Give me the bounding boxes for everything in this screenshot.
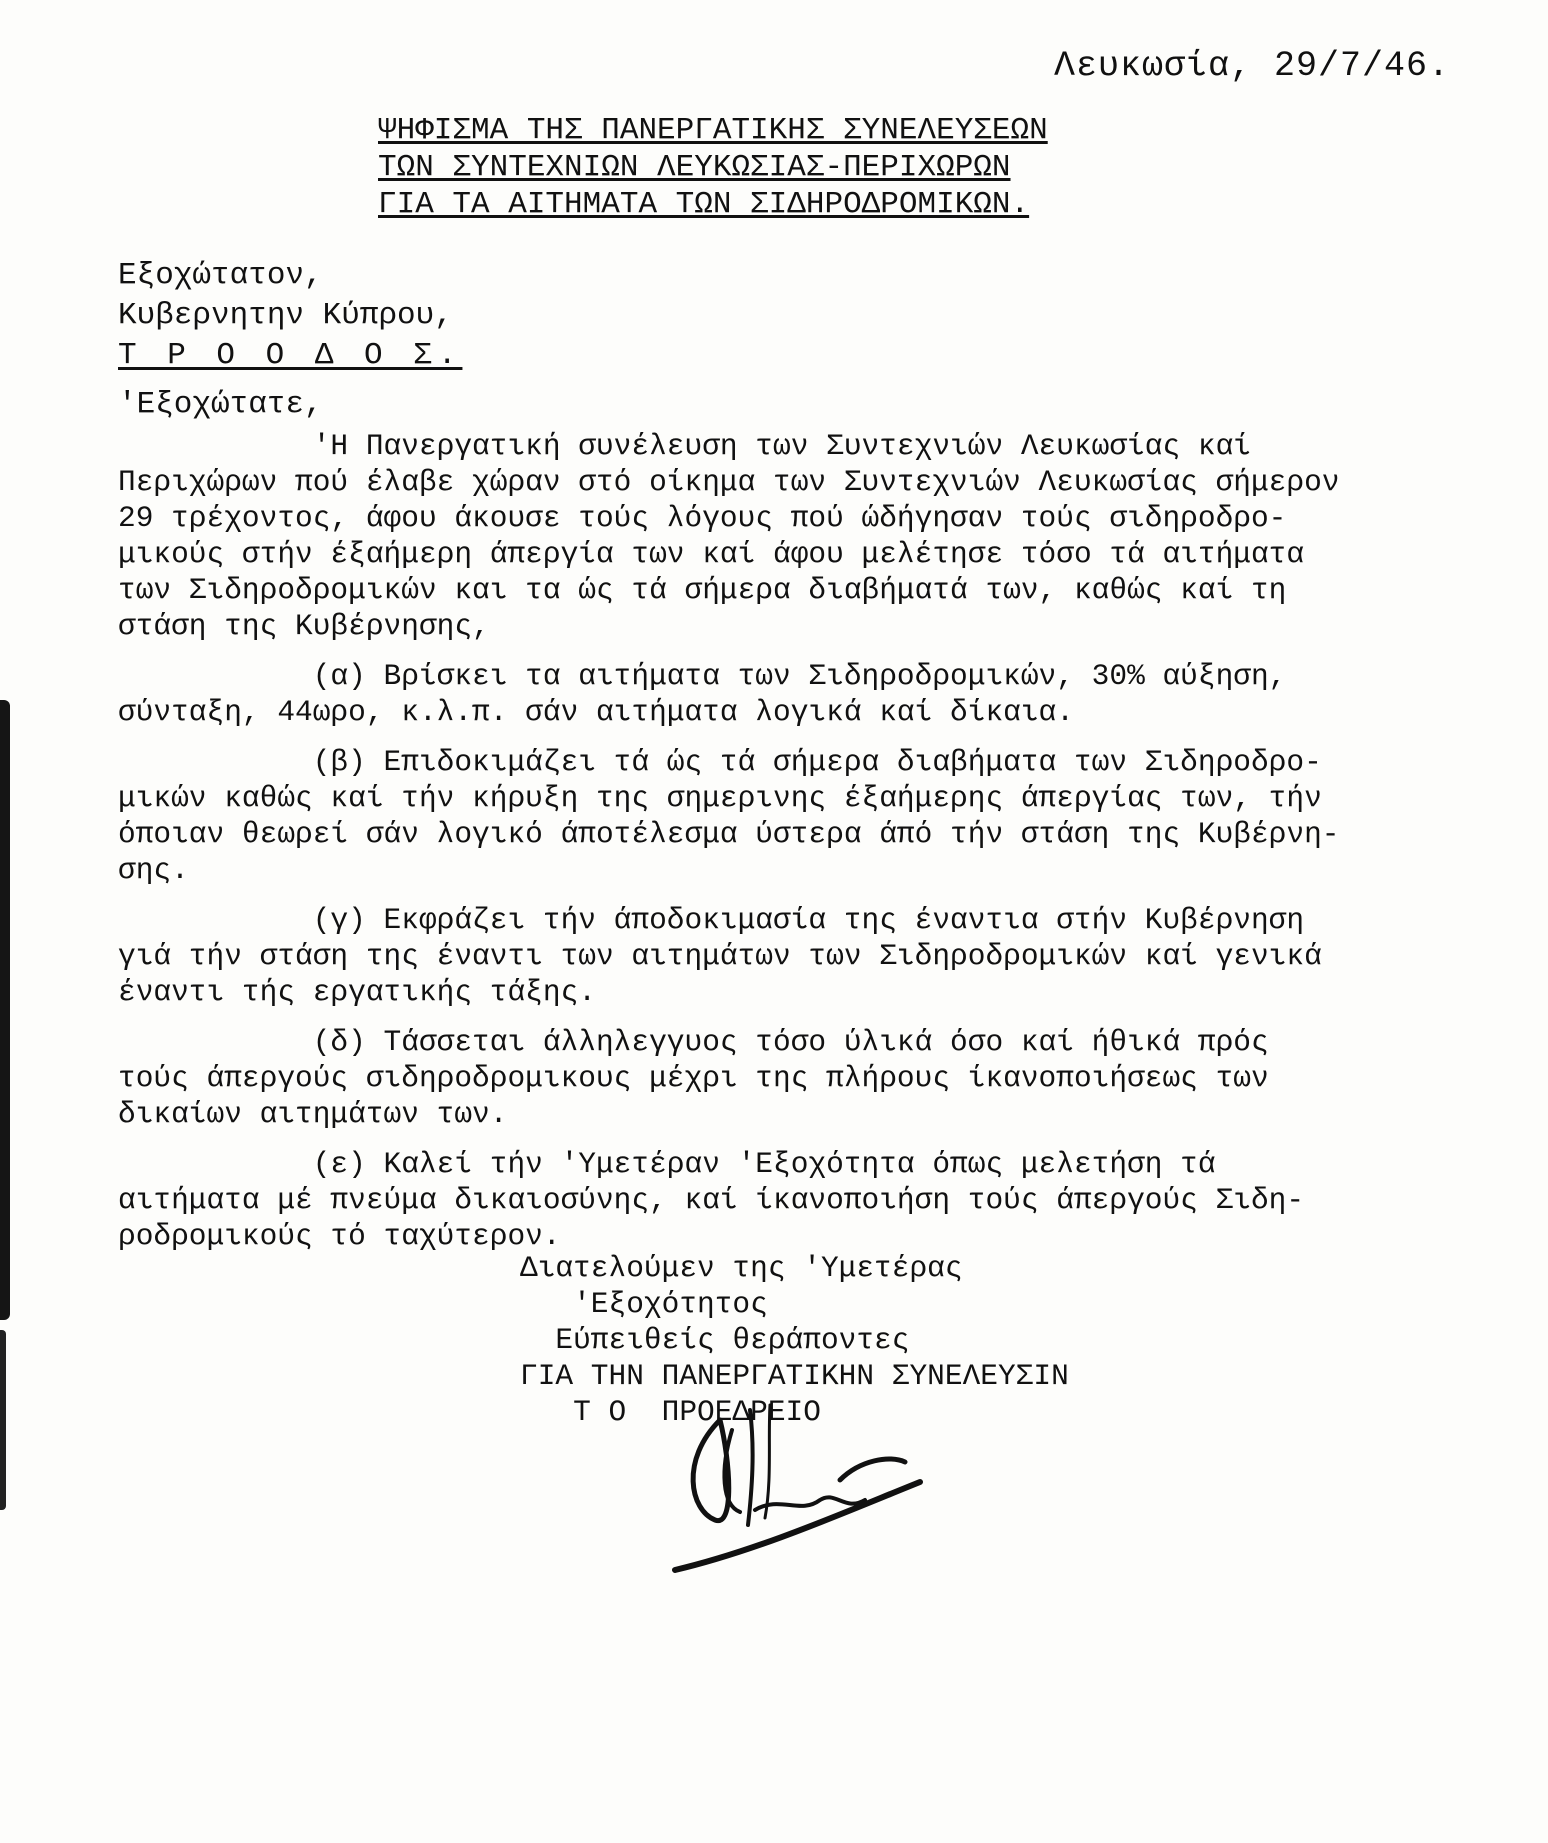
- body-line: μικών καθώς καί τήν κήρυξη της σημερινης έξαήμερης άπεργίας των, τήν: [118, 781, 1322, 815]
- point-c: [118, 902, 1518, 1010]
- body-line: σης.: [118, 853, 189, 887]
- body-line: (γ) Εκφράζει τήν άποδοκιμασία της έναντια στήν Κυβέρνηση: [118, 903, 1305, 937]
- point-b: [118, 744, 1518, 888]
- body-line: στάση της Κυβέρνησης,: [118, 609, 490, 643]
- body-line: Περιχώρων πού έλαβε χώραν στό οίκημα των Συντεχνιών Λευκωσίας σήμερον: [118, 465, 1340, 499]
- body-line: (β) Επιδοκιμάζει τά ώς τά σήμερα διαβήματα των Σιδηροδρο-: [118, 745, 1322, 779]
- closing-line: Εύπειθείς θεράποντες: [520, 1323, 910, 1357]
- closing-line: Τ Ο ΠΡΟΕΔΡΕΙΟ: [520, 1395, 821, 1429]
- point-e: [118, 1146, 1518, 1254]
- address-city: Τ Ρ Ο Ο Δ Ο Σ.: [118, 338, 463, 373]
- body-line: τούς άπεργούς σιδηροδρομικους μέχρι της πλήρους ίκανοποιήσεως των: [118, 1061, 1269, 1095]
- place-date: Λευκωσία, 29/7/46.: [1053, 46, 1450, 86]
- point-d: [118, 1024, 1518, 1132]
- closing-line: 'Εξοχότητος: [520, 1287, 768, 1321]
- letter-body: [118, 428, 1518, 1268]
- handwritten-signature-icon: [660, 1400, 960, 1580]
- salutation: 'Εξοχώτατε,: [118, 387, 323, 422]
- closing-line: ΓΙΑ ΤΗΝ ΠΑΝΕΡΓΑΤΙΚΗΝ ΣΥΝΕΛΕΥΣΙΝ: [520, 1359, 1069, 1393]
- body-line: όποιαν θεωρεί σάν λογικό άποτέλεσμα ύστερα άπό τήν στάση της Κυβέρνη-: [118, 817, 1340, 851]
- address-line-1: Εξοχώτατον,: [118, 258, 323, 293]
- title-line: ΨΗΦΙΣΜΑ ΤΗΣ ΠΑΝΕΡΓΑΤΙΚΗΣ ΣΥΝΕΛΕΥΣΕΩΝ: [378, 113, 1048, 148]
- title-line: ΤΩΝ ΣΥΝΤΕΧΝΙΩΝ ΛΕΥΚΩΣΙΑΣ-ΠΕΡΙΧΩΡΩΝ: [378, 150, 1011, 185]
- body-line: (δ) Τάσσεται άλληλεγγυος τόσο ύλικά όσο καί ήθικά πρός: [118, 1025, 1269, 1059]
- body-line: των Σιδηροδρομικών και τα ώς τά σήμερα διαβήματά των, καθώς καί τη: [118, 573, 1287, 607]
- address-line-2: Κυβερνητην Κύπρου,: [118, 298, 453, 333]
- body-line: αιτήματα μέ πνεύμα δικαιοσύνης, καί ίκανοποιήση τούς άπεργούς Σιδη-: [118, 1183, 1305, 1217]
- body-line: μικούς στήν έξαήμερη άπεργία των καί άφου μελέτησε τόσο τά αιτήματα: [118, 537, 1305, 571]
- body-line: 29 τρέχοντος, άφου άκουσε τούς λόγους πού ώδήγησαν τούς σιδηροδρο-: [118, 501, 1287, 535]
- body-line: σύνταξη, 44ωρο, κ.λ.π. σάν αιτήματα λογικά καί δίκαια.: [118, 695, 1074, 729]
- body-line: γιά τήν στάση της έναντι των αιτημάτων των Σιδηροδρομικών καί γενικά: [118, 939, 1322, 973]
- recipient-address: [118, 256, 462, 376]
- body-line: έναντι τής εργατικής τάξης.: [118, 975, 596, 1009]
- scan-edge-mark-lower: [0, 1330, 6, 1510]
- document-title: [378, 112, 1158, 223]
- scan-edge-mark: [0, 700, 10, 1320]
- body-line: δικαίων αιτημάτων των.: [118, 1097, 508, 1131]
- title-line: ΓΙΑ ΤΑ ΑΙΤΗΜΑΤΑ ΤΩΝ ΣΙΔΗΡΟΔΡΟΜΙΚΩΝ.: [378, 187, 1030, 222]
- closing-line: Διατελούμεν της 'Υμετέρας: [520, 1251, 963, 1285]
- intro-paragraph: [118, 428, 1518, 644]
- body-line: (ε) Καλεί τήν 'Υμετέραν 'Εξοχότητα όπως μελετήση τά: [118, 1147, 1216, 1181]
- body-line: 'Η Πανεργατική συνέλευση των Συντεχνιών Λευκωσίας καί: [118, 429, 1251, 463]
- point-a: [118, 658, 1518, 730]
- body-line: (α) Βρίσκει τα αιτήματα των Σιδηροδρομικών, 30% αύξηση,: [118, 659, 1287, 693]
- body-line: ροδρομικούς τό ταχύτερον.: [118, 1219, 561, 1253]
